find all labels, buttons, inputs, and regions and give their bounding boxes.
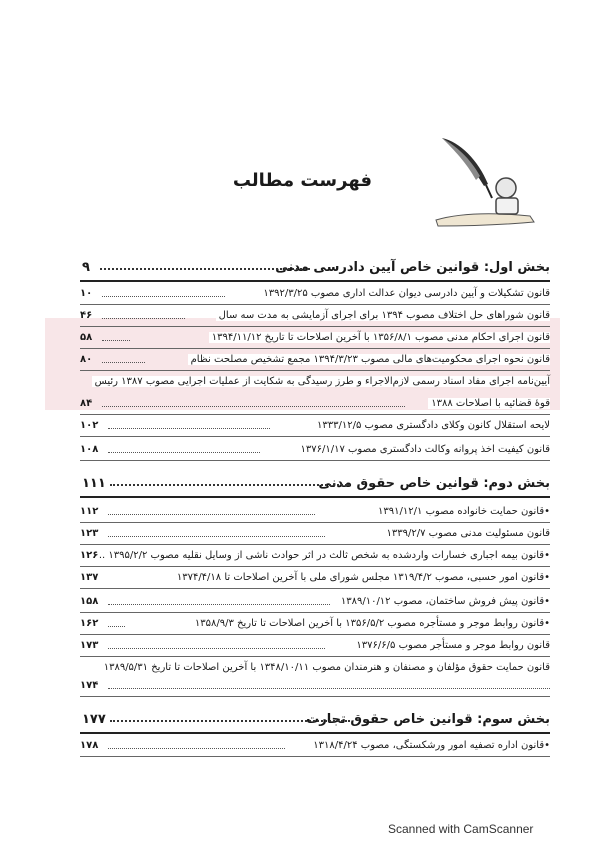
toc-row [80, 678, 550, 697]
toc-row [80, 286, 550, 305]
toc-row [80, 638, 550, 657]
toc-row [80, 504, 550, 523]
section-title: بخش دوم: قوانین خاص حقوق مدنی [318, 476, 550, 491]
toc-page: ۱۰۸ [80, 444, 99, 455]
leader-dots [108, 748, 285, 749]
toc-page: ۱۲۶ [80, 550, 99, 561]
leader-dots [108, 626, 125, 627]
toc-entry: آیین‌نامه اجرای مفاد اسناد رسمی لازم‌الاجراء و طرز رسیدگی به شکایت از عملیات اجرایی مصوب ۱۳۸۷ رئیس [92, 376, 550, 387]
toc-entry: لایحه استقلال کانون وکلای دادگستری مصوب ۱۳۳۳/۱۲/۵ [314, 420, 550, 431]
toc-entry: •قانون بیمه اجباری خسارات واردشده به شخص ثالث در اثر حوادث ناشی از وسایل نقلیه مصوب ۱۳۹۵/۲/۲ .. [96, 550, 550, 561]
toc-page: ۱۲۳ [80, 528, 99, 539]
toc-row [80, 418, 550, 437]
toc-page: ۵۸ [80, 332, 93, 343]
leader-dots [100, 268, 310, 270]
toc-entry: قانون نحوه اجرای محکومیت‌های مالی مصوب ۱۳۹۴/۳/۲۳ مجمع تشخیص مصلحت نظام [188, 354, 550, 365]
toc-entry: قانون تشکیلات و آیین دادرسی دیوان عدالت اداری مصوب ۱۳۹۲/۳/۲۵ [260, 288, 550, 299]
toc-entry: •قانون امور حسبی، مصوب ۱۳۱۹/۴/۲ مجلس شورای ملی با آخرین اصلاحات تا ۱۳۷۴/۴/۱۸ [174, 572, 550, 583]
toc-row [80, 526, 550, 545]
toc-row [80, 548, 550, 567]
leader-dots [110, 484, 350, 486]
leader-dots [108, 514, 315, 515]
toc-page: ۴۶ [80, 310, 93, 321]
section-heading [80, 474, 550, 498]
leader-dots [110, 720, 350, 722]
leader-dots [108, 536, 325, 537]
quill-inkpot-icon [430, 130, 540, 230]
toc-entry: قانون روابط موجر و مستأجر مصوب ۱۳۷۶/۶/۵ [353, 640, 550, 651]
leader-dots [108, 428, 270, 429]
section-page: ۱۷۷ [82, 712, 106, 727]
page-title: فهرست مطالب [232, 170, 372, 191]
leader-dots [108, 604, 330, 605]
toc-row [80, 738, 550, 757]
leader-dots [108, 648, 325, 649]
section-heading [80, 258, 550, 282]
toc-row [80, 616, 550, 635]
toc-entry: قانون مسئولیت مدنی مصوب ۱۳۳۹/۲/۷ [384, 528, 550, 539]
section-title: بخش سوم: قوانین خاص حقوق تجارت [306, 712, 550, 727]
toc-entry: •قانون پیش فروش ساختمان، مصوب ۱۳۸۹/۱۰/۱۲ [338, 596, 550, 607]
toc-row [80, 594, 550, 613]
toc-row [80, 352, 550, 371]
toc-entry: قانون شوراهای حل اختلاف مصوب ۱۳۹۴ برای اجرای آزمایشی به مدت سه سال [216, 310, 550, 321]
toc-entry: قانون اجرای احکام مدنی مصوب ۱۳۵۶/۸/۱ با آخرین اصلاحات تا تاریخ ۱۳۹۴/۱۱/۱۲ [209, 332, 550, 343]
toc-page: ۱۶۲ [80, 618, 99, 629]
leader-dots [102, 318, 185, 319]
toc-entry: قانون حمایت حقوق مؤلفان و مصنفان و هنرمندان مصوب ۱۳۴۸/۱۰/۱۱ با آخرین اصلاحات تا تاریخ ۱۳۸۹/۵/۳۱ [101, 662, 550, 673]
leader-dots [108, 452, 260, 453]
leader-dots [102, 406, 405, 407]
toc-page: ۱۷۳ [80, 640, 99, 651]
toc-row [80, 374, 550, 392]
scanner-watermark-text: Scanned with CamScanner [388, 822, 534, 836]
section-page: ۹ [82, 260, 90, 275]
toc-page: ۸۰ [80, 354, 93, 365]
toc-row [80, 570, 550, 589]
toc-row [80, 442, 550, 461]
toc-entry: قوهٔ قضائیه با اصلاحات ۱۳۸۸ [428, 398, 550, 409]
toc-page: ۱۱۲ [80, 506, 99, 517]
leader-dots [102, 340, 130, 341]
toc-entry: •قانون اداره تصفیه امور ورشکستگی، مصوب ۱۳۱۸/۴/۲۴ [310, 740, 550, 751]
toc-page: ۱۰ [80, 288, 93, 299]
toc-page: ۱۷۸ [80, 740, 99, 751]
toc-page: ۱۰۲ [80, 420, 99, 431]
section-page: ۱۱۱ [82, 476, 106, 491]
leader-dots [102, 296, 225, 297]
leader-dots [108, 688, 550, 689]
toc-row [80, 660, 550, 678]
toc-page: ۱۵۸ [80, 596, 99, 607]
leader-dots [102, 362, 145, 363]
section-heading [80, 710, 550, 734]
section-title: بخش اول: قوانین خاص آیین دادرسی مدنی [275, 260, 550, 275]
toc-entry: قانون کیفیت اخذ پروانه وکالت دادگستری مصوب ۱۳۷۶/۱/۱۷ [298, 444, 551, 455]
toc-entry: •قانون روابط موجر و مستأجره مصوب ۱۳۵۶/۵/۲ با آخرین اصلاحات تا تاریخ ۱۳۵۸/۹/۳ [192, 618, 550, 629]
toc-row [80, 330, 550, 349]
toc-entry: •قانون حمایت خانواده مصوب ۱۳۹۱/۱۲/۱ [375, 506, 550, 517]
toc-row [80, 308, 550, 327]
toc-row [80, 396, 550, 415]
toc-page: ۱۳۷ [80, 572, 99, 583]
toc-page: ۸۴ [80, 398, 93, 409]
toc-page: ۱۷۴ [80, 680, 99, 691]
